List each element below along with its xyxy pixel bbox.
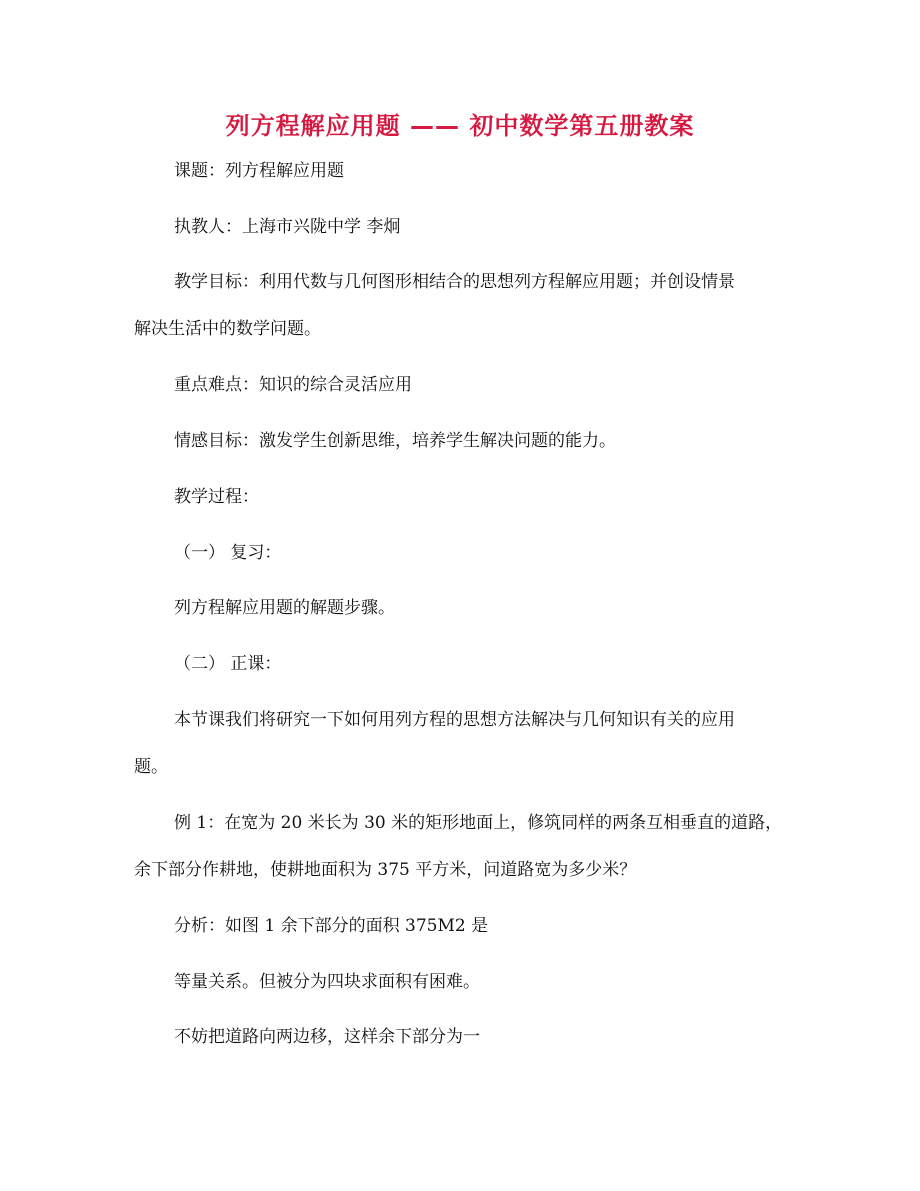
lesson-topic: 课题：列方程解应用题 [174,161,344,181]
teaching-goal-line-2: 解决生活中的数学问题。 [134,319,321,339]
key-points: 重点难点：知识的综合灵活应用 [174,375,412,395]
process-heading: 教学过程： [174,487,259,507]
section-main: （二） 正课： [174,654,282,674]
document-title: 列方程解应用题 —— 初中数学第五册教案 [225,112,695,140]
example-line-2: 余下部分作耕地，使耕地面积为 375 平方米，问道路宽为多少米？ [134,860,637,880]
example-line-1: 例 1：在宽为 20 米长为 30 米的矩形地面上，修筑同样的两条互相垂直的道路， [174,813,783,833]
intro-line-1: 本节课我们将研究一下如何用列方程的思想方法解决与几何知识有关的应用 [174,710,735,730]
analysis-line-1: 分析：如图 1 余下部分的面积 375M2 是 [174,916,489,936]
teaching-goal-line-1: 教学目标：利用代数与几何图形相结合的思想列方程解应用题；并创设情景 [174,272,735,292]
analysis-line-3: 不妨把道路向两边移，这样余下部分为一 [174,1027,480,1047]
review-content: 列方程解应用题的解题步骤。 [174,598,395,618]
section-review: （一） 复习： [174,543,282,563]
intro-line-2: 题。 [134,757,168,777]
analysis-line-2: 等量关系。但被分为四块求面积有困难。 [174,972,480,992]
emotional-goal: 情感目标：激发学生创新思维，培养学生解决问题的能力。 [174,431,616,451]
teacher-info: 执教人：上海市兴陇中学 李炯 [174,217,401,237]
